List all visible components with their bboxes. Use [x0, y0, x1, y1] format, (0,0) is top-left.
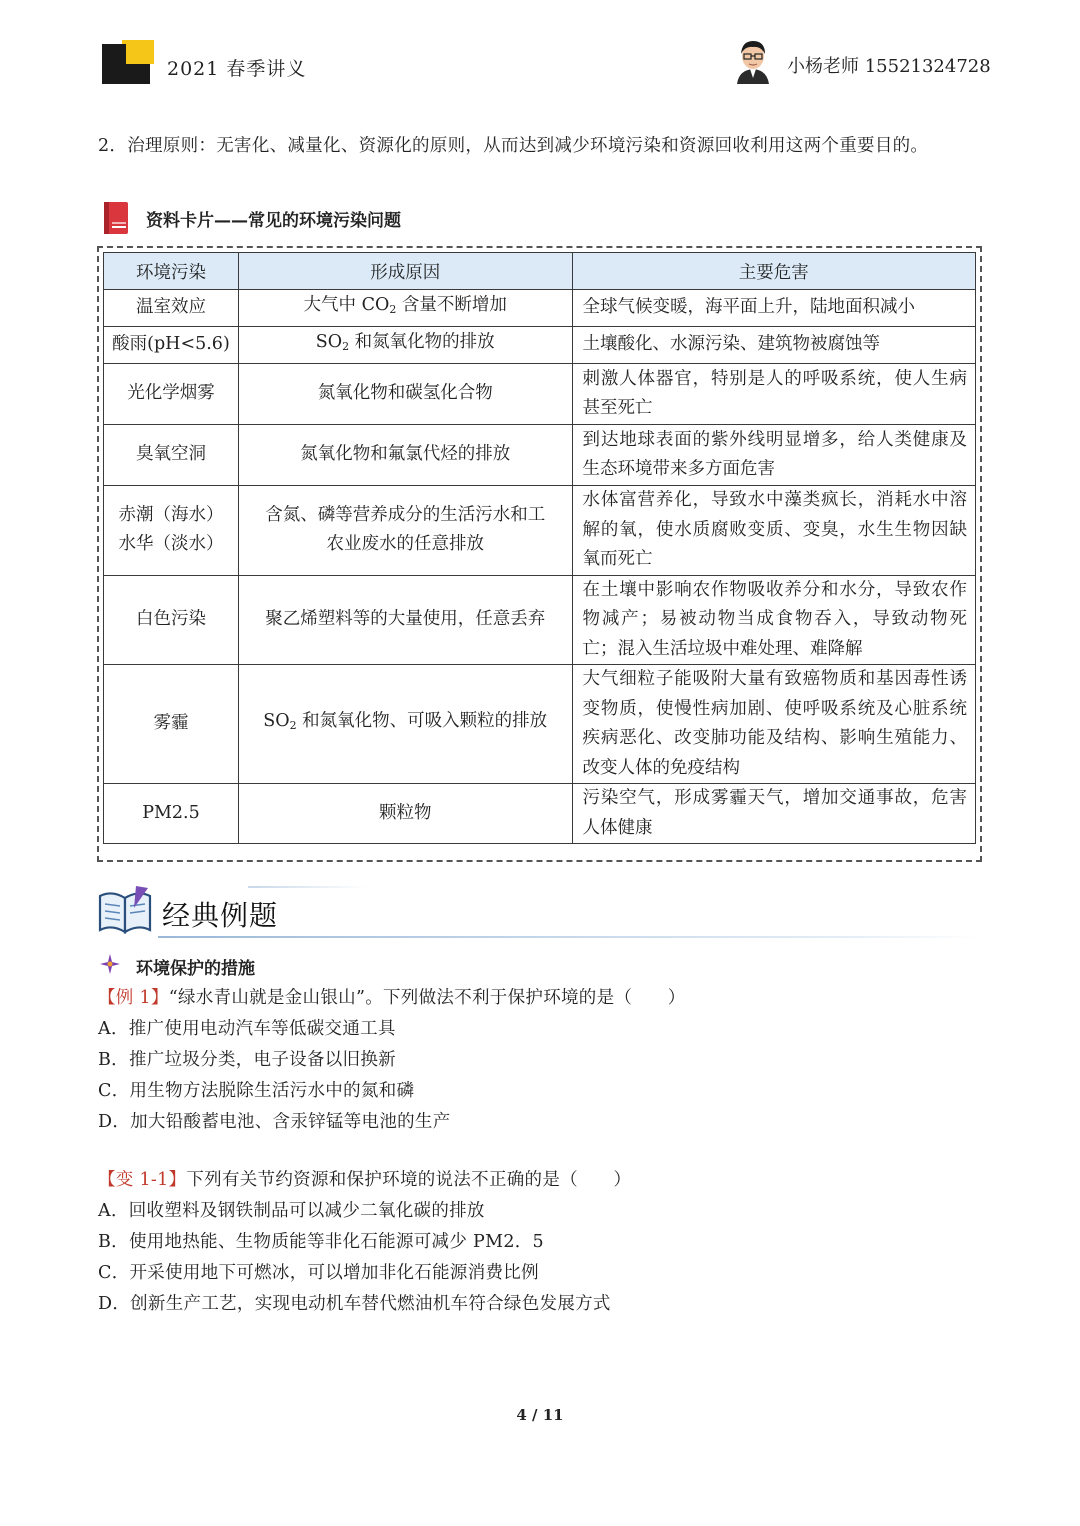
table-row [104, 327, 976, 364]
variant-tag: 【变 1-1】 [98, 1170, 187, 1190]
pollution-cause: 聚乙烯塑料等的大量使用，任意丢弃 [238, 575, 572, 665]
pollution-name: 酸雨(pH<5.6) [104, 327, 239, 364]
table-row [104, 290, 976, 327]
pollution-name: PM2.5 [104, 784, 239, 844]
pollution-cause: 氮氧化物和氟氯代烃的排放 [238, 425, 572, 486]
teacher-avatar-icon [733, 38, 773, 84]
principle-text: 2．治理原则：无害化、减量化、资源化的原则，从而达到减少环境污染和资源回收利用这两个重要目的。 [98, 136, 929, 156]
table-row [104, 364, 976, 425]
page-header [0, 0, 1080, 110]
table-header-row [104, 253, 976, 290]
example-stem: 【例 1】“绿水青山就是金山银山”。下列做法不利于保护环境的是（ ） [98, 988, 686, 1008]
pollution-harm: 水体富营养化，导致水中藻类疯长，消耗水中溶解的氧，使水质腐败变质、变臭，水生生物因缺氧而死亡 [572, 486, 976, 576]
pollution-cause: $SO_2$ 和氮氧化物、可吸入颗粒的排放 [238, 665, 572, 784]
option-item: D．创新生产工艺，实现电动机车替代燃油机车符合绿色发展方式 [98, 1294, 611, 1314]
column-header: 环境污染 [104, 253, 239, 290]
pollution-harm: 到达地球表面的紫外线明显增多，给人类健康及生态环境带来多方面危害 [572, 425, 976, 486]
section-banner [96, 880, 976, 942]
table-row [104, 425, 976, 486]
table-row [104, 784, 976, 844]
option-item: A．推广使用电动汽车等低碳交通工具 [98, 1019, 396, 1039]
banner-underline [158, 936, 978, 938]
pollution-name: 臭氧空洞 [104, 425, 239, 486]
table-row [104, 575, 976, 665]
option-item: A．回收塑料及钢铁制品可以减少二氧化碳的排放 [98, 1201, 485, 1221]
example-tag: 【例 1】 [98, 988, 169, 1008]
option-item: C．用生物方法脱除生活污水中的氮和磷 [98, 1081, 415, 1101]
card-title: 资料卡片——常见的环境污染问题 [146, 211, 401, 231]
table-row [104, 665, 976, 784]
pollution-name: 白色污染 [104, 575, 239, 665]
book-red-icon [102, 200, 132, 236]
logo-icon [100, 40, 156, 86]
handout-title: 2021 春季讲义 [167, 58, 307, 80]
pollution-cause: 颗粒物 [238, 784, 572, 844]
banner-accent-line [248, 886, 368, 888]
option-item: B．使用地热能、生物质能等非化石能源可减少 PM2．5 [98, 1232, 544, 1252]
pollution-cause: 含氮、磷等营养成分的生活污水和工 农业废水的任意排放 [238, 486, 572, 576]
pollution-harm: 刺激人体器官，特别是人的呼吸系统，使人生病甚至死亡 [572, 364, 976, 425]
pollution-name: 温室效应 [104, 290, 239, 327]
pollution-harm: 大气细粒子能吸附大量有致癌物质和基因毒性诱变物质，使慢性病加剧、使呼吸系统及心脏系统疾病恶化、改变肺功能及结构、影响生殖能力、改变人体的免疫结构 [572, 665, 976, 784]
pollution-name: 光化学烟雾 [104, 364, 239, 425]
pollution-harm: 全球气候变暖，海平面上升，陆地面积减小 [572, 290, 976, 327]
pollution-name: 赤潮（海水） 水华（淡水） [104, 486, 239, 576]
star-bullet-icon [100, 954, 120, 974]
option-item: B．推广垃圾分类，电子设备以旧换新 [98, 1050, 396, 1070]
column-header: 主要危害 [572, 253, 976, 290]
page-number: 4 / 11 [516, 1406, 564, 1424]
topic-title: 环境保护的措施 [136, 959, 255, 979]
pollution-harm: 污染空气，形成雾霾天气，增加交通事故，危害人体健康 [572, 784, 976, 844]
pollution-cause: $SO_2$ 和氮氧化物的排放 [238, 327, 572, 364]
option-item: C．开采使用地下可燃冰，可以增加非化石能源消费比例 [98, 1263, 539, 1283]
column-header: 形成原因 [238, 253, 572, 290]
table-row [104, 486, 976, 576]
variant-stem: 【变 1-1】下列有关节约资源和保护环境的说法不正确的是（ ） [98, 1170, 632, 1190]
teacher-contact: 小杨老师 15521324728 [787, 56, 991, 77]
pollution-harm: 土壤酸化、水源污染、建筑物被腐蚀等 [572, 327, 976, 364]
pollution-name: 雾霾 [104, 665, 239, 784]
open-book-icon [96, 884, 154, 938]
pollution-cause: 大气中 $CO_2$ 含量不断增加 [238, 290, 572, 327]
section-title: 经典例题 [162, 899, 279, 932]
pollution-cause: 氮氧化物和碳氢化合物 [238, 364, 572, 425]
pollution-harm: 在土壤中影响农作物吸收养分和水分，导致农作物减产；易被动物当成食物吞入，导致动物死亡；混入生活垃圾中难处理、难降解 [572, 575, 976, 665]
option-item: D．加大铅酸蓄电池、含汞锌锰等电池的生产 [98, 1112, 451, 1132]
pollution-table [103, 252, 976, 844]
